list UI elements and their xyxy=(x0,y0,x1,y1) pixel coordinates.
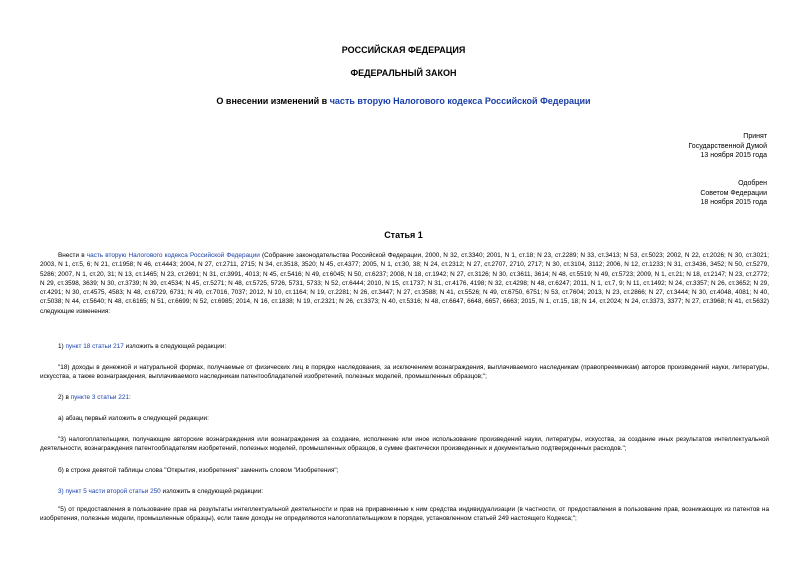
sub-item-a-paragraph: а) абзац первый изложить в следующей редакции: xyxy=(58,415,209,422)
item-2-paragraph xyxy=(40,393,769,402)
item-1-prefix: 1) xyxy=(58,343,66,350)
item-1-suffix: изложить в следующей редакции: xyxy=(123,343,227,350)
accepted-date: 13 ноября 2015 года xyxy=(700,152,767,159)
article-heading: Статья 1 xyxy=(384,230,423,240)
approved-date: 18 ноября 2015 года xyxy=(700,199,767,206)
quote-3-paragraph: "5) от предоставления в пользование прав на результаты интеллектуальной деятельности и прав на приравненные к ним средства индивидуализации (в частности, от предоставления в пользование прав, возникающих из патентов на изобретения, полезные модели, промышленные образцы), если такие доходы не определяются налогоплательщиком в порядке, установленном статьей 249 настоящего Кодекса;"; xyxy=(40,506,769,523)
article-217-link[interactable]: пункт 18 статьи 217 xyxy=(65,343,124,350)
item-3-paragraph xyxy=(40,487,769,496)
adoption-block xyxy=(688,132,767,161)
intro-tax-code-link[interactable]: часть вторую Налогового кодекса Российской Федерации xyxy=(86,252,260,259)
approved-label: Одобрен xyxy=(738,180,767,187)
country-heading: РОССИЙСКАЯ ФЕДЕРАЦИЯ xyxy=(341,45,466,55)
law-type-heading: ФЕДЕРАЛЬНЫЙ ЗАКОН xyxy=(350,68,457,78)
law-title xyxy=(40,96,767,106)
council-label: Советом Федерации xyxy=(700,189,767,197)
item-1-paragraph xyxy=(40,342,769,351)
tax-code-part-two-link[interactable]: часть вторую Налогового кодекса Российской Федерации xyxy=(329,96,591,106)
approval-block xyxy=(700,179,767,208)
item-2-prefix: 2) в xyxy=(58,394,71,401)
article-intro-paragraph xyxy=(40,251,769,316)
intro-citation-text: (Собрание законодательства Российской Федерации, 2000, N 32, ст.3340; 2001, N 1, ст.18; N 23, ст.2289; N 33, ст.3413; N 53, ст.5023; 2002, N 22, ст.2026; N 30, ст.3021; 2003, N 1, ст.5, 6; N 21, ст.1958; N 46, ст.4443; 2004, N 27, ст.2711, 2715; N 34, ст.3518, 3520; N 45, ст.4377; 2005, N 1, ст.30, 38; N 24, ст.2312; N 27, ст.2707, 2710, 2717; N 30, ст.3104, 3112; 2006, N 12, ст.1233; N 31, ст.3436, 3452; N 50, ст.5279, 5286; 2007, N 1, ст.20, 31; N 13, ст.1465; N 23, ст.2691; N 31, ст.3991, 4013; N 45, ст.5416; N 49, ст.6045; N 50, ст.6237; 2008, N 18, ст.1942; N 27, ст.3126; N 30, ст.3611, 3614; N 48, ст.5519; N 49, ст.5723; 2009, N 1, ст.21; N 18, ст.2147; N 23, ст.2772; N 29, ст.3598, 3639; N 30, ст.3739; N 39, ст.4534; N 45, ст.5271; N 48, ст.5725, 5726, 5731, 5733; N 52, ст.6444; 2010, N 15, ст.1737; N 31, ст.4176, 4198; N 32, ст.4298; N 48, ст.6247; 2011, N 1, ст.7, 9; N 11, ст.1492; N 24, ст.3357; N 26, ст.3652; N 29, ст.4291; N 30, ст.4575, 4583; N 48, ст.6729, 6731; N 49, ст.7016, 7037; 2012, N 10, ст.1164; N 19, ст.2281; N 26, ст.3447; N 27, ст.3588; N 41, ст.5526; N 49, ст.6750, 6751; N 53, ст.7604; 2013, N 23, ст.2866; N 27, ст.3444; N 30, ст.4048, 4081; N 40, ст.5038; N 44, ст.5640; N 48, ст.6165; N 51, ст.6699; N 52, ст.6985; 2014, N 16, ст.1838; N 19, ст.2321; N 26, ст.3373; N 40, ст.5316; N 48, ст.6647, 6648, 6657, 6663; 2015, N 1, ст.15, 18; N 14, ст.2024; N 24, ст.3373, 3377; N 27, ст.3968; N 41, ст.5632) следующие изменения: xyxy=(40,252,770,315)
law-title-text: О внесении изменений в xyxy=(216,96,330,106)
intro-prefix: Внести в xyxy=(58,252,87,259)
sub-item-b-paragraph: б) в строке девятой таблицы слова "Открытия, изобретения" заменить словом "Изобретения"; xyxy=(58,467,339,474)
quote-1-paragraph: "18) доходы в денежной и натуральной формах, получаемые от физических лиц в порядке наследования, за исключением вознаграждения, выплачиваемого наследникам (правопреемникам) авторов произведений науки, литературы, искусства, а также вознаграждения, выплачиваемого наследникам патентообладателей изобретений, полезных моделей, промышленных образцов;"; xyxy=(40,364,769,381)
article-221-link[interactable]: пункте 3 статьи 221 xyxy=(70,394,129,401)
accepted-label: Принят xyxy=(743,133,767,140)
duma-label: Государственной Думой xyxy=(688,142,767,150)
article-250-link[interactable]: 3) пункт 5 части второй статьи 250 xyxy=(58,488,161,495)
item-3-suffix: изложить в следующей редакции: xyxy=(160,488,264,495)
item-2-suffix: : xyxy=(128,394,131,401)
quote-2-paragraph: "3) налогоплательщики, получающие авторские вознаграждения или вознаграждения за создание, исполнение или иное использование произведений науки, литературы, искусства, за создание иных результатов интеллектуальной деятельности, вознаграждения патентообладателям изобретений, полезных моделей, промышленных образцов, в сумме фактически произведенных и документально подтвержденных расходов."; xyxy=(40,436,769,453)
